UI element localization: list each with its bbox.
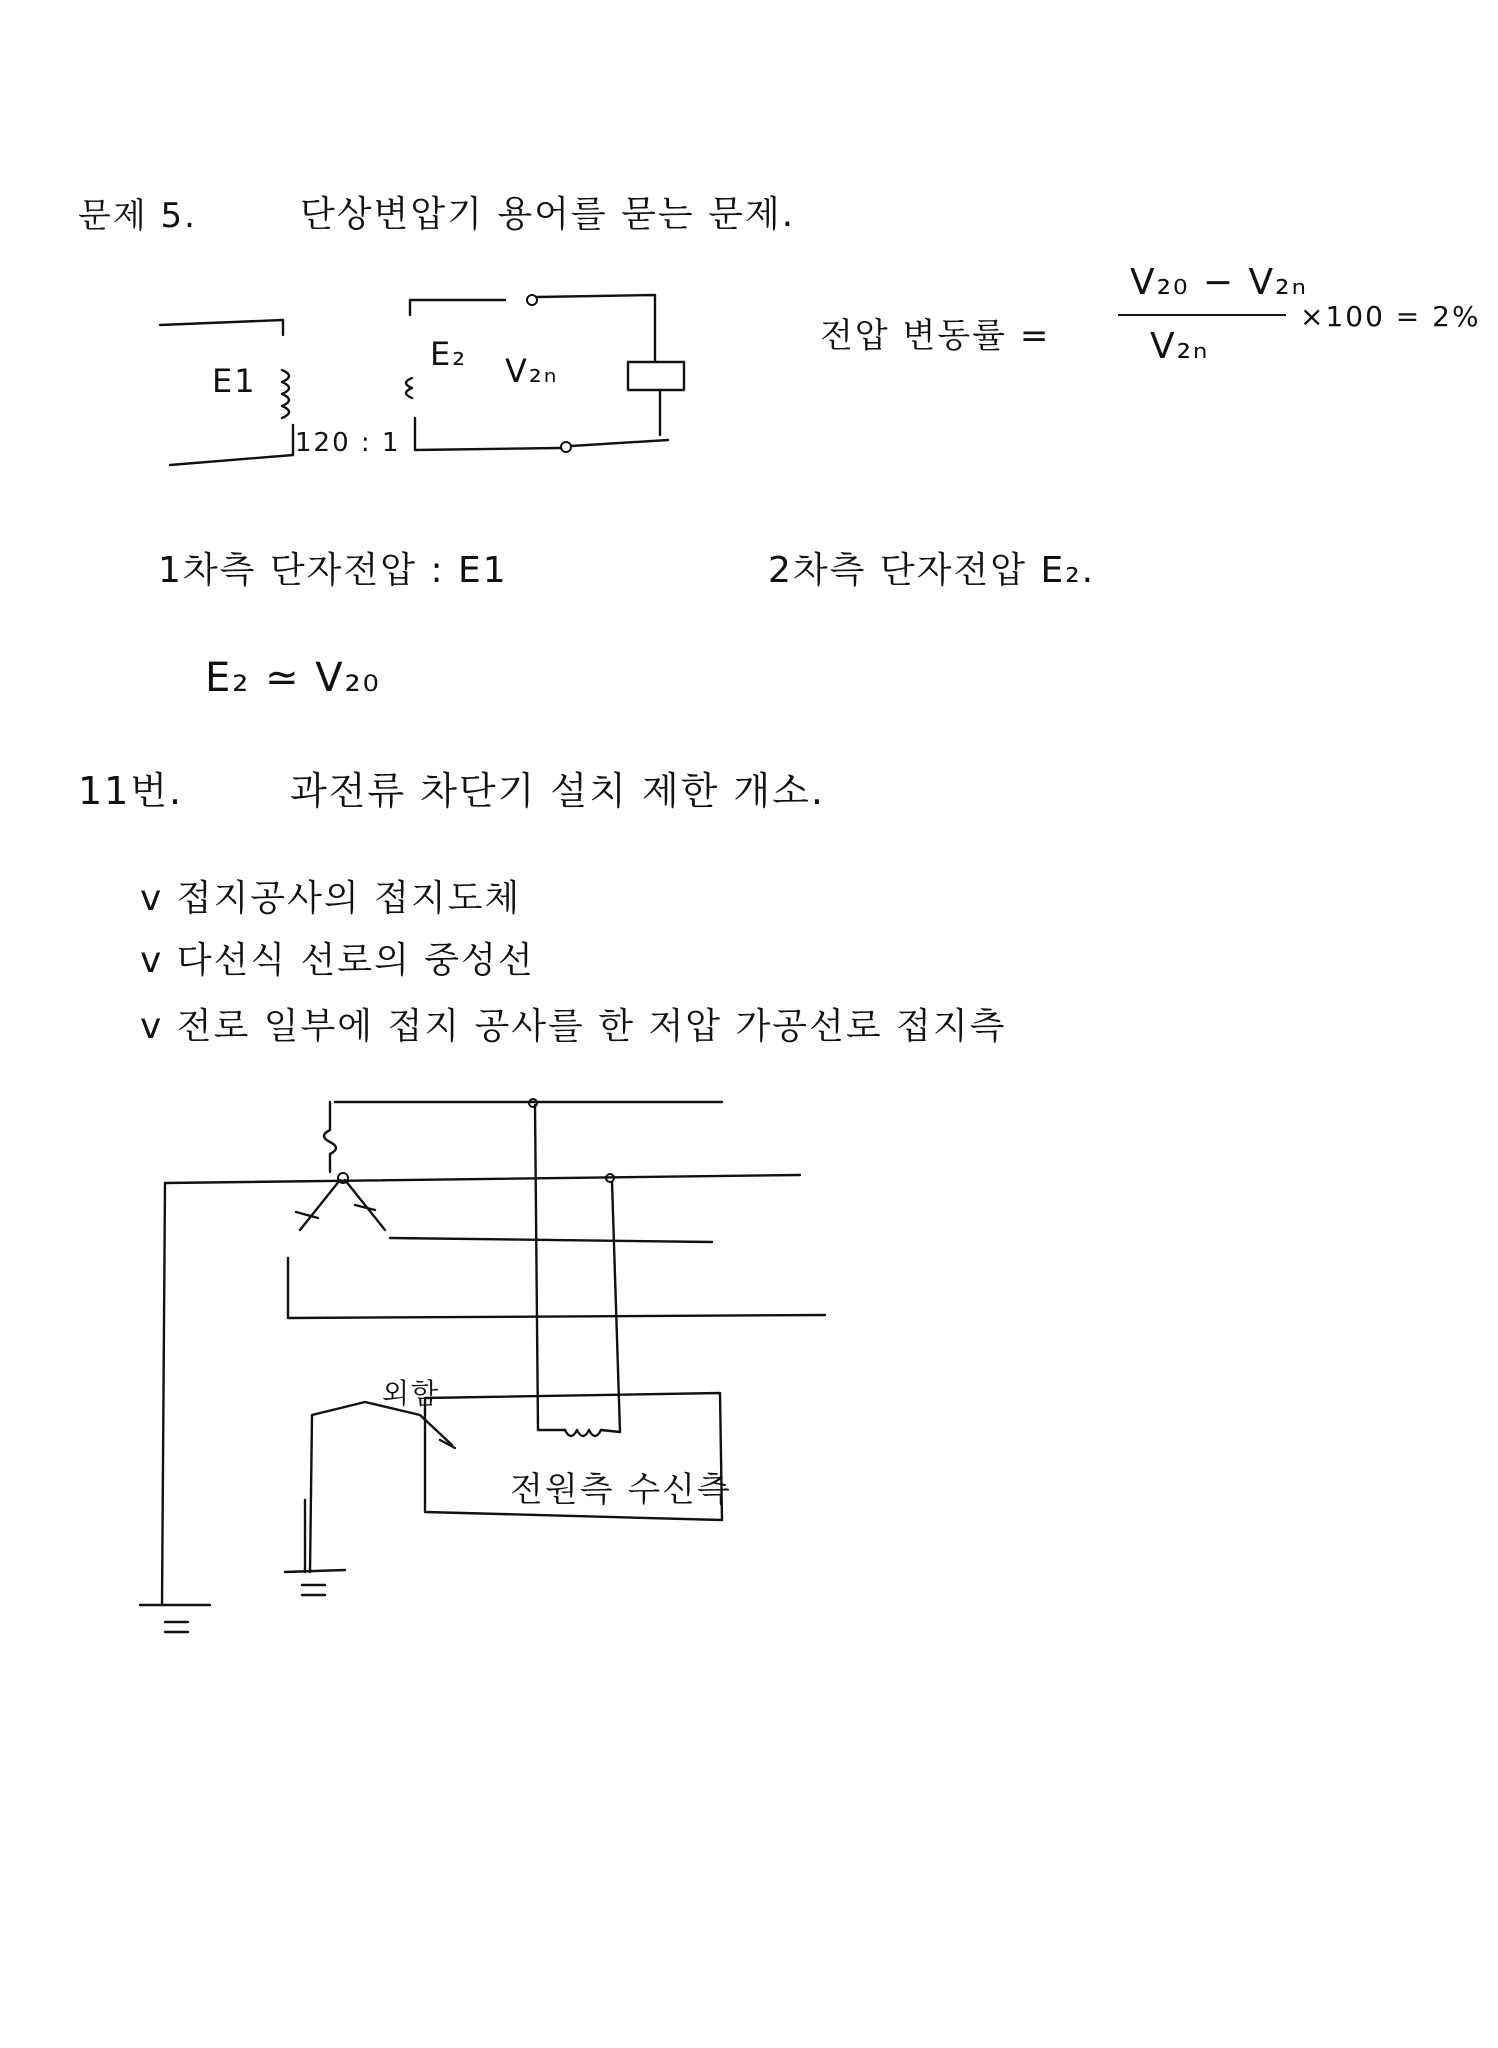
list-item: v 접지공사의 접지도체 bbox=[140, 878, 522, 919]
secondary-terminal-voltage: 2차측 단자전압 E₂. bbox=[768, 550, 1096, 591]
problem11-heading: 11번. bbox=[78, 769, 184, 813]
vertical-tap-1 bbox=[535, 1105, 538, 1430]
primary-terminal-voltage: 1차측 단자전압 : E1 bbox=[158, 550, 508, 591]
circuit-label-e2: E₂ bbox=[430, 335, 468, 373]
list-item: v 다선식 선로의 중성선 bbox=[140, 940, 535, 981]
circuit-label-ratio: 120 : 1 bbox=[295, 428, 401, 458]
approx-relation: E₂ ≃ V₂₀ bbox=[205, 655, 381, 701]
branch-2 bbox=[345, 1180, 385, 1230]
left-ground-wire bbox=[162, 1183, 165, 1605]
bottom-line bbox=[288, 1258, 825, 1318]
coil-right bbox=[601, 1430, 620, 1432]
list-item: v 전로 일부에 접지 공사를 한 저압 가공선로 접지측 bbox=[140, 1006, 1007, 1047]
second-line bbox=[165, 1175, 800, 1183]
receiver-box-label: 전원측 수신측 bbox=[510, 1470, 732, 1510]
problem5-topic: 단상변압기 용어를 묻는 문제. bbox=[300, 194, 796, 235]
coil-symbol bbox=[565, 1430, 601, 1436]
regulation-numerator: V₂₀ − V₂ₙ bbox=[1130, 262, 1308, 303]
external-case-label: 외함 bbox=[382, 1377, 441, 1410]
problem11-topic: 과전류 차단기 설치 제한 개소. bbox=[290, 769, 825, 813]
problem5-heading: 문제 5. bbox=[78, 196, 197, 236]
ground-right-bar bbox=[285, 1570, 345, 1572]
regulation-denominator: V₂ₙ bbox=[1150, 326, 1210, 367]
branch-1 bbox=[300, 1180, 340, 1230]
fuse-symbol bbox=[324, 1102, 336, 1172]
circuit-label-e1: E1 bbox=[212, 362, 257, 400]
regulation-suffix: ×100 = 2% bbox=[1300, 300, 1481, 333]
third-line bbox=[390, 1238, 712, 1242]
case-ground-wire bbox=[310, 1402, 452, 1572]
regulation-label: 전압 변동률 = bbox=[820, 316, 1051, 356]
circuit-label-v2: V₂ₙ bbox=[505, 352, 559, 390]
